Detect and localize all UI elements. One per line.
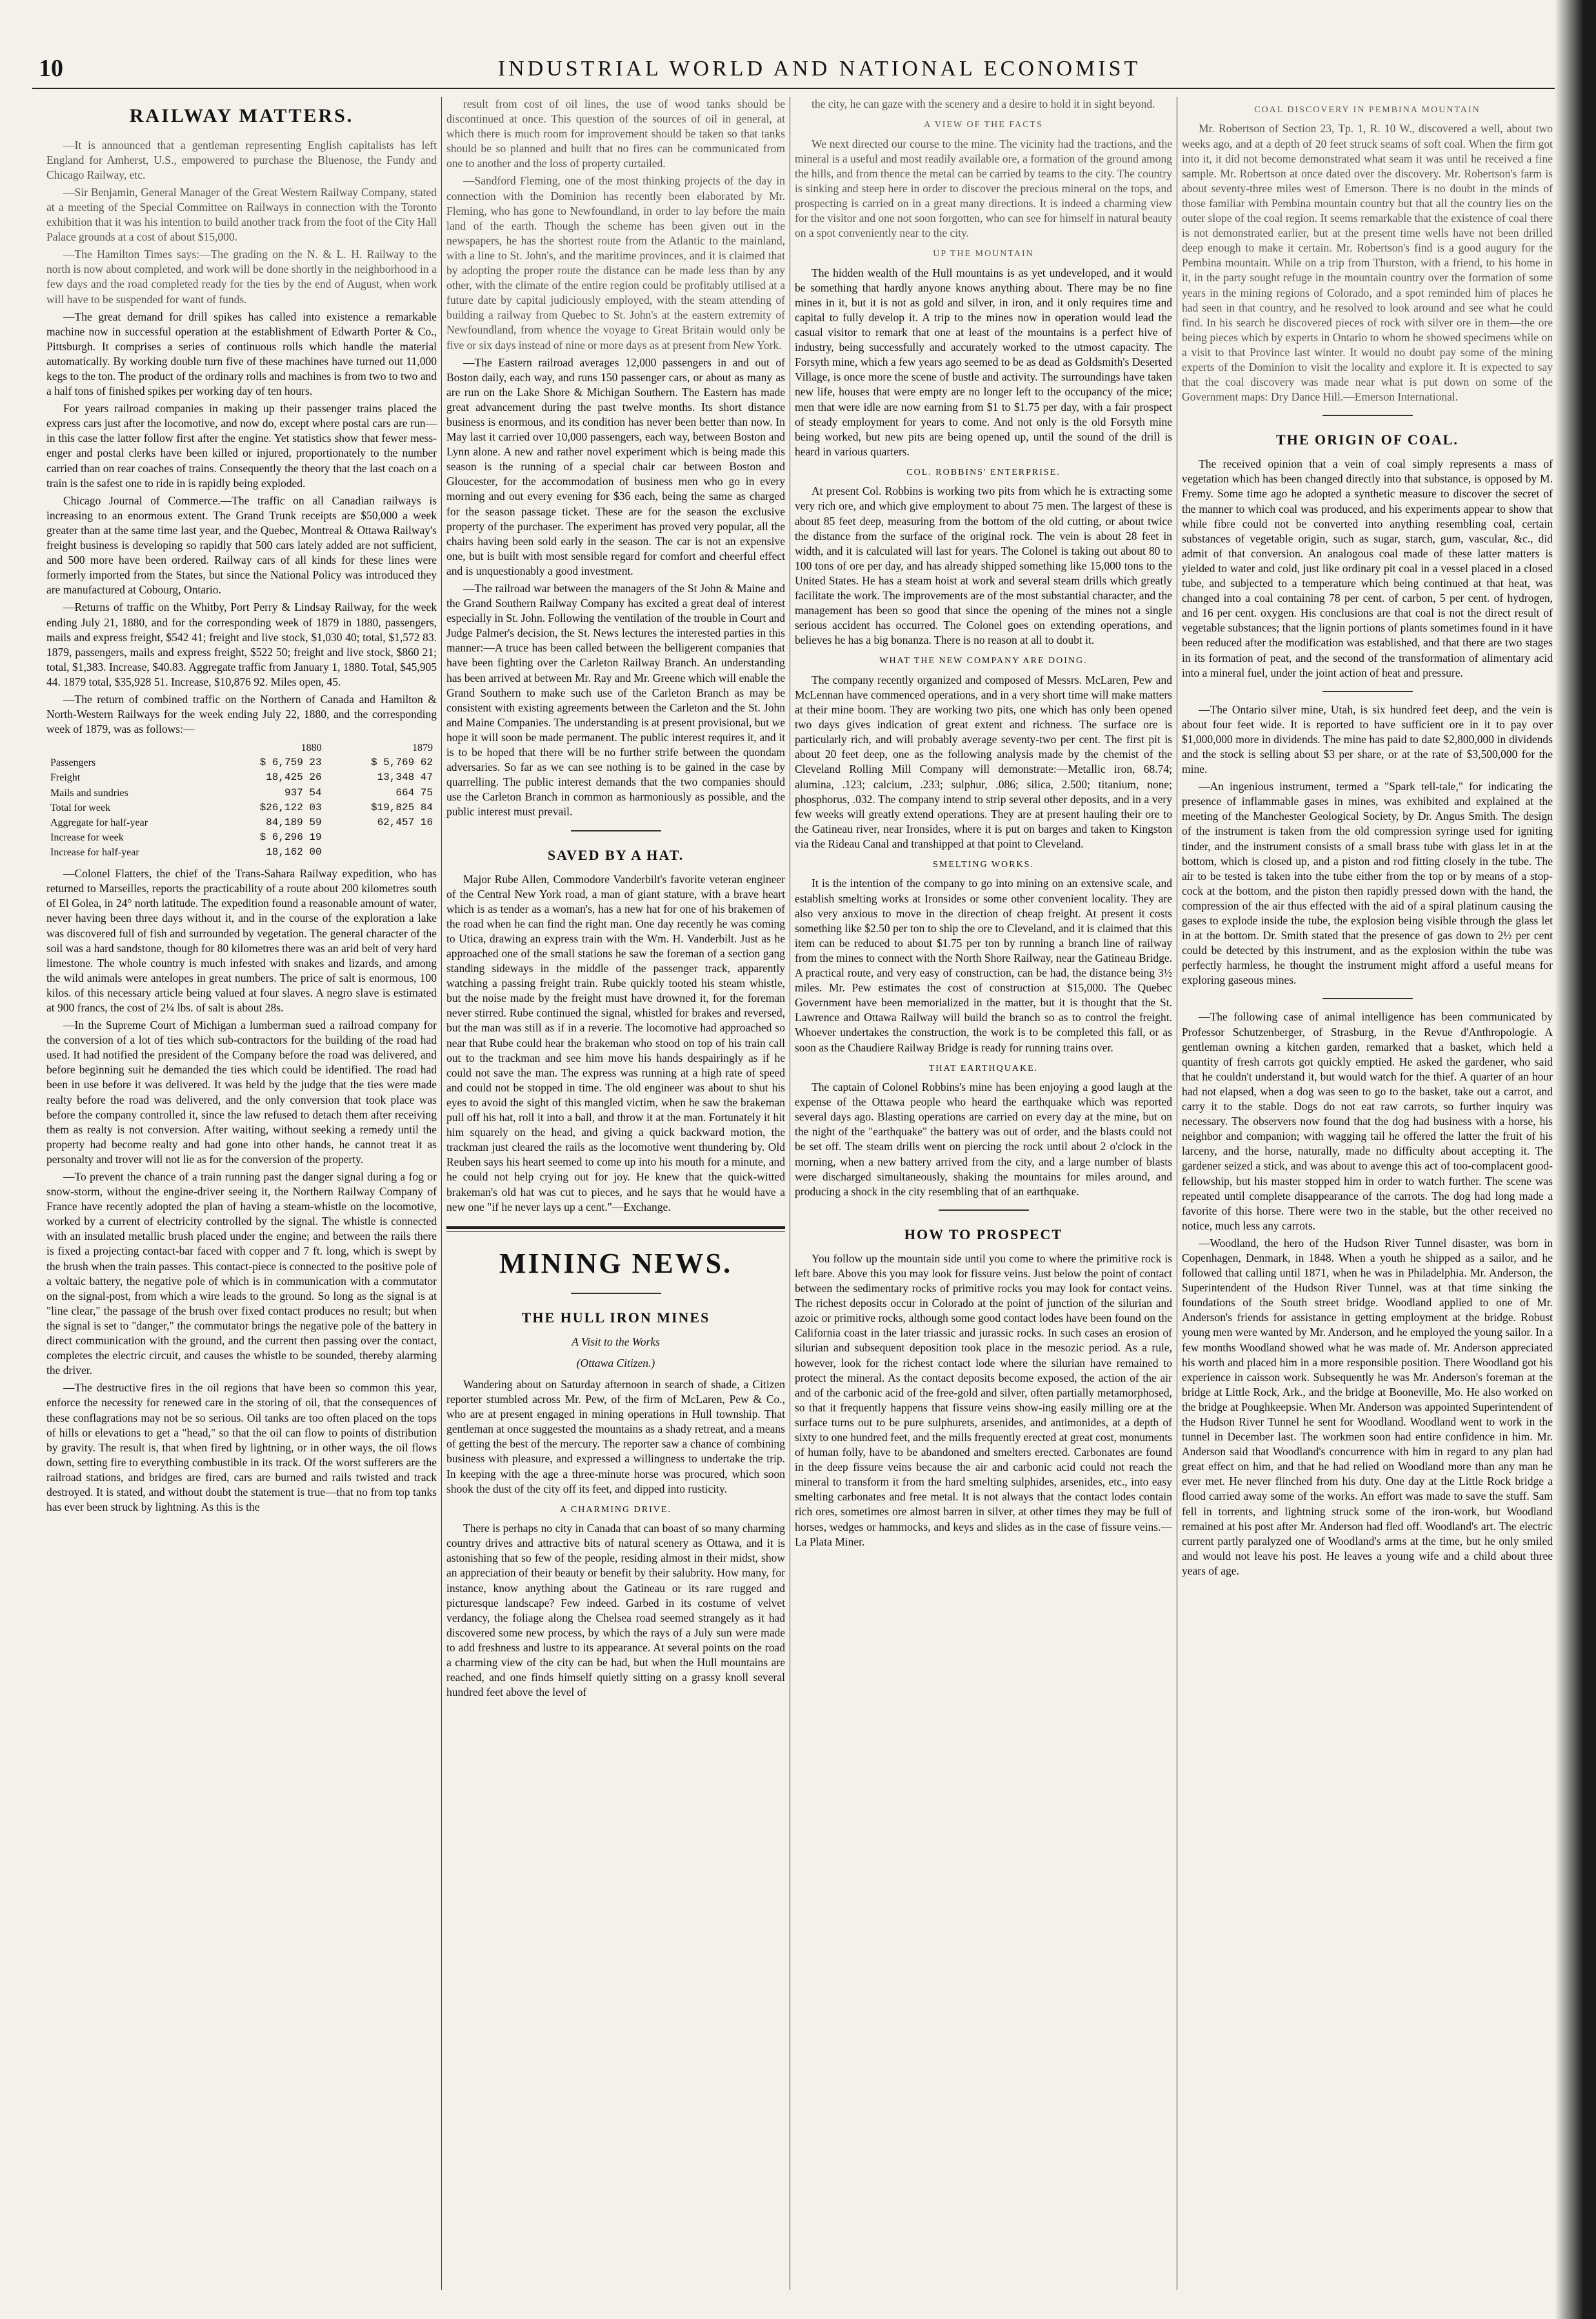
article-paragraph: —The Ontario silver mine, Utah, is six hundred feet deep, and the vein is about four feet wide. It is reported to have sufficient ore in it to pay over $1,000,000 more in dividends. The mine has paid to date $2,800,000 in dividends and the stock is selling about $3 per share, or at the rate of $3,500,000 for the mine. (1182, 702, 1553, 776)
table-row (46, 786, 437, 801)
table-row (46, 830, 437, 845)
cell-value: 18,162 00 (266, 846, 322, 859)
section-rule-thick (446, 1226, 785, 1229)
subsection-heading: SMELTING WORKS. (933, 860, 1034, 870)
section-rule (1322, 691, 1413, 692)
article-paragraph: There is perhaps no city in Canada that can boast of so many charming country drives and attractive bits of natural scenery as Ottawa, and it is astonishing that so few of the people, residing almost in their midst, show an appreciation of their beauty or benefit by their salubrity. How many, for instance, know anything about the Gatineau or its rare rugged and picturesque landscape? Few indeed. Garbed in its costume of velvet verdancy, the foliage along the Chelsea road seemed strangely as it had discovered some new process, by which the rays of a July sun were made to add freshness and lustre to its appearance. At several points on the road a charming view of the city can be had, but when the Hull mountains are reached, and one finds himself quietly sitting on a grassy knoll several hundred feet above the level of (446, 1522, 785, 1699)
origin-of-coal-heading: THE ORIGIN OF COAL. (1276, 432, 1459, 448)
source-credit: (Ottawa Citizen.) (576, 1356, 655, 1369)
section-rule (571, 1293, 661, 1294)
article-paragraph: —The great demand for drill spikes has called into existence a remarkable machine now in successful operation at the establishment of Edwarth Porter & Co., Pittsburgh. It comprises a series of continuous rolls which handle the material automatically. By working double turn five of these machines have turned out 11,000 kegs to the ton. The product of the ordinary rolls and machines is from two to two and a half tons of finished spikes per working day of ten hours. (46, 310, 437, 398)
article-paragraph: —The following case of animal intelligence has been communicated by Professor Schutzenberger, of Strasburg, in the Revue d'Anthropologie. A gentleman owning a kitchen garden, remarked that a basket, which held a quantity of fresh carrots got quickly emptied. He asked the gardener, who said that he couldn't understand it, but would watch for the thief. A quarter of an hour had not elapsed, when a dog was seen to go to the basket, take out a carrot, and carry it to the stable. Dogs do not eat raw carrots, so further inquiry was necessary. The observers now found that the dog had business with a horse, his neighbor and companion; with wagging tail he offered the latter the fruit of his larceny, and the horse, naturally, made no difficulty about accepting it. The gardener seized a stick, and was about to avenge this act of too-complacent good-fellowship, but his master stopped him in order to watch further. The scene was repeated until complete disappearance of the carrots. The dog had long made a favorite of this horse. There were two in the stable, but the other received no notice, much less any carrots. (1182, 1010, 1553, 1232)
table-row (46, 770, 437, 785)
article-paragraph: For years railroad companies in making up their passenger trains placed the express cars just after the locomotive, and now do, except where postal cars are run—in this case the latter follow first after the engine. Yet statistics show that fewer mess-enger and postal clerks have been killed or injured, proportionately to the number carried than on rear coaches of trains. Consequently the theory that the last coach on a train is the safest one to ride in is rapidly being exploded. (46, 402, 437, 490)
article-paragraph: —It is announced that a gentleman representing English capitalists has left England for Amherst, U.S., empowered to purchase the Bluenose, the Fundy and Chicago Railway, etc. (46, 138, 437, 181)
page-number: 10 (39, 55, 63, 82)
header-rule (32, 88, 1555, 89)
year-header: 1879 (412, 742, 433, 754)
article-paragraph: Mr. Robertson of Section 23, Tp. 1, R. 10 W., discovered a well, about two weeks ago, and at a depth of 20 feet struck seams of soft coal. When the firm got into it, it did not become demonstrated what seam it was until he received a fine sample. Mr. Robertson at once dated over the discovery. Mr. Robertson's farm is about seventy-three miles west of Emerson. There is no doubt in the minds of those familiar with Pembina mountain country but that all the country lies on the outer slope of the coal region. It seems remarkable that the existence of coal there is not demonstrated earlier, but at the present time wells have not been drilled deep enough to make it certain. Mr. Robertson's find is a good augury for the Pembina mountain. While on a trip from Thurston, with a friend, to his home in it, in the party sought refuge in the mountain country over the formation of some years in the mining regions of Colorado, and a spot reminded him of places he had seen in that country, and he resolved to look around and see what he could find. In his search he discovered pieces of rock with silver ore in them—the ore being pieces which by experts in Ontario to whom he showed specimens while on a visit to that Province last winter. It would no doubt pay some of the mining experts of the Dominion to visit the locality and explore it. It is expected to say that the coal discovery was made near what is put down on some of the Government maps: Dry Dance Hill.—Emerson International. (1182, 122, 1553, 404)
cell-value: $26,122 03 (259, 801, 322, 813)
column-4 (1182, 97, 1553, 2303)
section-rule (939, 1209, 1029, 1211)
cell-value: $ 6,759 23 (259, 757, 322, 769)
article-paragraph: Chicago Journal of Commerce.—The traffic on all Canadian railways is increasing to an enormous extent. The Grand Trunk receipts are $50,000 a week greater than at the same time last year, and the Quebec, Montreal & Ottawa Railway's freight business is developing so rapidly that 500 cars lately added are not sufficient, and 500 more have been ordered. Railway cars of all kinds for these lines were formerly imported from the States, but since the National Policy was introduced they are manufactured at Cobourg, Ontario. (46, 493, 437, 597)
article-paragraph: —Woodland, the hero of the Hudson River Tunnel disaster, was born in Copenhagen, Denmark, in 1848. When a youth he shipped as a sailor, and he followed that calling until 1871, when he was in Philadelphia. Mr. Anderson, the Superintendent of the Hudson River Tunnel, was at that time sinking the foundations of the South street bridge. Woodland applied to one of Mr. Anderson's friends for assistance in getting employment at the bridge. Robust young men were wanted by Mr. Anderson, and he employed the young sailor. In a few months Woodland showed what he was made of. Mr. Anderson appreciated his worth and placed him in a more responsible position. There Woodland got his experience in caisson work. Subsequently he was Mr. Anderson's foreman at the bridge at Little Rock, Ark., and the bridge at Booneville, Mo. He also worked on the bridge at Poughkeepsie. When Mr. Anderson was appointed Superintendent of the Hudson River Tunnel he sent for Woodland. Woodland went to work in the tunnel in December last. The workmen soon had entire confidence in him. Mr. Anderson said that Woodland's concurrence with him in regard to any plan had great effect on him, and that he had relied on Woodland more than any man he ever met. He never flinched from his duty. One day at the Little Rock bridge a flood carried away some of the works. An effort was made to save the stuff. Sam fell in torrents, and lightning struck some of the iron-work, but Woodland remained at his post after Mr. Anderson had fled off. Woodland's art. The electric current partly paralyzed one of Woodland's arms at the time, but he only smiled and would not leave his post. He leaves a young wife and a child about three years of age. (1182, 1236, 1553, 1577)
article-paragraph: —The Eastern railroad averages 12,000 passengers in and out of Boston daily, each way, and runs 150 passenger cars, or about as many as are run on the Lake Shore & Michigan Southern. The Eastern has made great advancement during the past twelve months. Its short distance business is enormous, and its condition has never been better than now. In May last it carried over 10,000 passengers, each way, between Boston and Lynn alone. A new and rather novel experiment which is being made this season is the running of a special chair car between Boston and Gloucester, for the accommodation of business men who go in every morning and out every evening for $36 each, being the same as charged for the season passage ticket. These are for the season the exclusive property of the purchaser. The experiment has proved very popular, all the chairs having been sold early in the season. The car is not an expensive one, but is built with most sensible regard for comfort and cheerful effect and is unquestionably a good investment. (446, 355, 785, 577)
section-rule (1322, 998, 1413, 999)
column-3 (795, 97, 1172, 2303)
subsection-heading: THAT EARTHQUAKE. (928, 1063, 1039, 1073)
subheading: A Visit to the Works (572, 1335, 660, 1348)
subsection-heading: UP THE MOUNTAIN (933, 249, 1034, 259)
column-divider (441, 97, 442, 2290)
article-paragraph: —An ingenious instrument, termed a "Spark tell-tale," for indicating the presence of inflammable gases in mines, was exhibited and explained at the meeting of the Manchester Geological Society, by Dr. Angus Smith. The design of the instrument is taken from the old compression syringe used for igniting tinder, and the instrument consists of a small brass tube with glass let in at the bottom, which is closed up, and a piston and rod fitting closely in the tube. The air to be tested is taken into the tube either from the top or by means of a stop-cock at the bottom, and the piston then rapidly pressed down with the hand, the compression of the air thus effected with the aid of a spiral platinum causing the gases to explode inside the tube, the explosion being visible through the glass let in at the bottom. Dr. Smith stated that the presence of gas down to 2½ per cent could be detected by this instrument, and as the explosion within the tube was perfectly harmless, he thought the instrument might afford a useful means for exploring gaseous mines. (1182, 780, 1553, 987)
cell-value: 62,457 16 (377, 816, 433, 828)
article-paragraph: At present Col. Robbins is working two pits from which he is extracting some very rich ore, and which give employment to about 75 men. The largest of these is about 85 feet deep, measuring from the bottom of the old cutting, or about twice the distance from the surface of the original rock. The vein is about 28 feet in width, and it is calculated will last for years. The Colonel is taking out about 80 to 100 tons of ore per day, and has already shipped something like 15,000 tons to the United States. He has a steam hoist at work and several steam drills which greatly facilitate the work. The improvements are of the most substantial character, and the management has been so good that since the opening of the mines not a single serious accident has occurred. The Colonel goes on extending operations, and believes he has a big bonanza. There is no reason at all to doubt it. (795, 484, 1172, 647)
railway-matters-heading: RAILWAY MATTERS. (129, 105, 354, 126)
article-paragraph: We next directed our course to the mine. The vicinity had the tractions, and the mineral is a useful and most readily available ore, a formation of the ground among the hills, and from thence the metal can be carried by teams to the city. The country is sinking and steep here in order to discover the precious mineral on the tops, and prospecting is carried on in a great many directions. It is indeed a charming view for the visitor and one not soon forgotten, who can see for himself in natural beauty on a spot conveniently near to the city. (795, 137, 1172, 240)
article-paragraph: —To prevent the chance of a train running past the danger signal during a fog or snow-storm, without the engine-driver seeing it, the Northern Railway Company of France have recently adopted the plan of having a steam-whistle on the locomotive, worked by a current of electricity controlled by the signal. The whistle is connected with an insulated metallic brush placed under the engine; and between the rails there is fixed a projecting contact-bar faced with copper and 7 ft. long, which is swept by the brush when the train passes. This contact-piece is connected to the positive pole of a voltaic battery, the negative pole of which is in communication with a commutator on the signal-post, from which a wire leads to the ground. So long as the signal is at "line clear," the passage of the brush over fixed contact produces no result; but when the signal is set to "danger," the commutator brings the negative pole of the battery in direct communication with the ground, and the current then passing over the contact, completes the electric circuit, and causes the whistle to be sounded, thereby alarming the driver. (46, 1170, 437, 1377)
subsection-heading: COL. ROBBINS' ENTERPRISE. (906, 467, 1061, 477)
table-header-row (46, 741, 437, 755)
row-label: Freight (50, 772, 81, 784)
article-paragraph: —Returns of traffic on the Whitby, Port Perry & Lindsay Railway, for the week ending July 21, 1880, and for the corresponding week of 1879 in 1880, passengers, mails and express freight, $542 41; freight and live stock, $1,030 40; total, $1,572 83. 1879, passengers, mails and express freight, $522 50; freight and live stock, $860 21; total, $1,383. Increase, $40.83. Aggregate traffic from January 1, 1880. Total, $45,905 44. 1879 total, $35,928 51. Increase, $10,876 92. Miles open, 45. (46, 601, 437, 688)
cell-value: $ 5,769 62 (370, 757, 433, 769)
article-paragraph: —Colonel Flatters, the chief of the Trans-Sahara Railway expedition, who has returned to Marseilles, reports the practicability of a route about 200 kilometres south of El Golea, in 24° north latitude. The expedition found a reasonable amount of water, never having been three days without it, and in the course of the exploration a lake was discovered full of fish and surrounded by vegetation. The general character of the soil was a hard sandstone, though for 80 kilometres there was an arid belt of very hard limestone. The whole country is much infested with snakes and lizards, and among the wild animals were antelopes in great numbers. The price of salt is enormous, 100 kilos. of this necessary article being valued at four slaves. A negro slave is estimated at 900 francs, the cost of 2¼ lbs. of salt is about 28s. (46, 867, 437, 1014)
cell-value: 84,189 59 (266, 816, 322, 828)
how-to-prospect-heading: HOW TO PROSPECT (904, 1226, 1063, 1242)
table-row (46, 755, 437, 770)
cell-value: $ 6,296 19 (259, 831, 322, 843)
cell-value: 664 75 (395, 786, 433, 799)
article-paragraph: —In the Supreme Court of Michigan a lumberman sued a railroad company for the conversion of a lot of ties which sub-contractors for the building of the road had used. It had notified the president of the Company before the road was delivered, and before beginning suit he demanded the ties which could be identified. The road had been in use before it was delivered. It was held by the judge that the ties were made realty before the road was delivered, and the only conversion that took place was before the company controlled it, since the law refused to detach them after receiving them as realty is not conversion. After waiting, without seeking a remedy until the property had become realty and had gone into other hands, he cannot treat it as personalty and trover will not lie as for the conversion of the property. (46, 1019, 437, 1166)
article-paragraph: The company recently organized and composed of Messrs. McLaren, Pew and McLennan have commenced operations, and in a very short time will make matters at their mine boom. They are working two pits, one which has only been opened two days gives indication of great extent and richness. The surface ore is particularly rich, and will probably average seventy-two per cent. The first pit is about 20 feet deep, one as the following analysis made by the chemist of the Cleveland Rolling Mill Company will demonstrate:—Metallic iron, 68.74; alumina, .123; calcium, .233; sulphur, .086; silica, 2.500; titanium, none; phosphorus, .032. The company intend to strip several other deposits, and in a very few weeks will greatly extend operations. They are at present hauling their ore to the Gatineau river, near Ironsides, where it is put on barges and taken to Kingston via the Rideau Canal and transhipped at that point to Cleveland. (795, 673, 1172, 850)
hull-iron-mines-heading: THE HULL IRON MINES (521, 1309, 710, 1326)
article-paragraph: —The Hamilton Times says:—The grading on the N. & L. H. Railway to the north is now about completed, and work will be done shortly in the neighborhood in a few days and the road completed ready for the ties by the end of August, when work will have to be suspended for want of funds. (46, 248, 437, 306)
section-rule-thin (446, 1231, 785, 1232)
scan-edge-shadow (1555, 0, 1596, 2319)
article-paragraph: The captain of Colonel Robbins's mine has been enjoying a good laugh at the expense of the Ottawa people who heard the earthquake which was reported several days ago. Blasting operations are carried on every day at the mine, but on the night of the "earthquake" the battery was out of order, and the blasts could not be set off. The steam drills went on piercing the rock until about 2 o'clock in the morning, when a new battery arrived from the city, and a large number of blasts were discharged simultaneously, shaking the mountains for miles around, and producing a shock in the city resembling that of an earthquake. (795, 1080, 1172, 1198)
article-paragraph: —The destructive fires in the oil regions that have been so common this year, enforce the necessity for renewed care in the storing of oil, that the consequences of these conflagrations may not be so serious. Oil tanks are too often placed on the tops of hills or elevations to get a "head," so that the oil can flow to points of distribution by gravity. The result is, that when fired by lightning, or in other ways, the oil flows down, setting fire to everything combustible in its track. Of the worst sufferers are the railroad stations, and bridges are fired, cars are burned and rails twisted and track destroyed. It is stated, and without doubt the statement is true—that no from top tanks has ever been struck by lightning. As this is the (46, 1381, 437, 1514)
subsection-heading: WHAT THE NEW COMPANY ARE DOING. (879, 656, 1088, 666)
article-paragraph: It is the intention of the company to go into mining on an extensive scale, and establish smelting works at Ironsides or some other convenient locality. They are also very anxious to move in the direction of cheap freight. At present it costs something like $2.50 per ton to ship the ore to Cleveland, and it is claimed that this item can be reduced to about $1.75 per ton by running a branch line of railway from the mines to connect with the North Shore Railway, near the Gatineau Bridge. A practical route, and very easy of construction, can be had, the distance being 3½ miles. Mr. Pew estimates the cost of construction at $15,000. The Quebec Government have been memorialized in the matter, but it is thought that the St. Lawrence and Ottawa Railway will build the branch so as to control the freight. Whoever undertakes the construction, the work is to be completed this fall, or as soon as the Chaudiere Railway Bridge is ready for running trains over. (795, 877, 1172, 1054)
table-row (46, 845, 437, 860)
article-paragraph: Major Rube Allen, Commodore Vanderbilt's favorite veteran engineer of the Central New York road, a man of giant stature, with a brave heart which is as tender as a woman's, has a new hat for one of his brakemen of the road when he can find the right man. One day recently he was coming to Utica, drawing an express train with the Wm. H. Vanderbilt. Just as he approached one of the small stations he saw the foreman of a section gang standing sideways in the middle of the passenger track, apparently watching a passing freight train. Rube quickly tooted his steam whistle, but the noise made by the freight must have drowned it, for the foreman never stirred. Rube continued the signal, whistled for brakes and reversed, but the man was still as if in a reverie. The locomotive had approached so near that Rube could hear the brakeman who stood on top of his train call out to the trackman and see him move his hands despairingly as if he could not save the man. The express was running at a high rate of speed and could not be stopped in time. The old engineer was about to shut his eyes to avoid the sight of this mangled victim, when he saw the brakeman pull off his hat, roll it into a ball, and throw it at the man. Fortunately it hit him squarely on the head, and giving a quick backward motion, the trackman just cleared the rails as the locomotive went thundering by. Old Reuben says his heart seemed to come up into his mouth for a minute, and he could not help crying out for joy. He knew that the quick-witted brakeman's old hat was cut to pieces, and he says that he would have a new one "if he never lays up a cent."—Exchange. (446, 872, 785, 1213)
section-rule (571, 830, 661, 831)
article-paragraph: —The return of combined traffic on the Northern of Canada and Hamilton & North-Western Railways for the week ending July 22, 1880, and the corresponding week of 1879, was as follows:— (46, 692, 437, 736)
traffic-returns-table (46, 741, 437, 860)
row-label: Aggregate for half-year (50, 817, 148, 828)
article-paragraph: —The railroad war between the managers of the St John & Maine and the Grand Southern Railway Company has excited a great deal of interest especially in St. John. Following the ventilation of the trouble in Court and Judge Palmer's decision, the St. News lectures the interested parties in this manner:—A truce has been called between the belligerent companies that have been fighting over the Carleton Railway Branch. An understanding has been arrived at between Mr. Ray and Mr. Greene which will enable the Grand Southern to make such use of the Carleton Branch as may be consistent with existing agreements between the Carleton and the St. John and Maine Companies. The understanding is at present provisional, but we hope it will soon be made permanent. The public interest requires it, and it is to be hoped that there will be no further strife between the quondam adversaries. So far as we can see nothing is to be gained in the case by quarrelling. The public interest demands that the two companies should use the Carleton Branch in common as harmoniously as possible, and the public interest must prevail. (446, 582, 785, 819)
column-2 (446, 97, 785, 2303)
row-label: Passengers (50, 757, 96, 769)
row-label: Total for week (50, 802, 111, 813)
cell-value: 13,348 47 (377, 771, 433, 784)
row-label: Mails and sundries (50, 787, 128, 799)
article-paragraph: —Sir Benjamin, General Manager of the Great Western Railway Company, stated at a meeting of the Special Committee on Railways in connection with the Toronto exhibition that it was his intention to build another track from the foot of the City Hall Palace grounds at a cost of about $15,000. (46, 185, 437, 244)
section-rule (1322, 415, 1413, 416)
year-header: 1880 (301, 742, 322, 754)
mining-news-heading: MINING NEWS. (499, 1247, 733, 1279)
cell-value: 18,425 26 (266, 771, 322, 784)
subsection-heading: A VIEW OF THE FACTS (924, 120, 1043, 130)
article-paragraph: —Sandford Fleming, one of the most thinking projects of the day in connection with the Dominion has recently been elaborated by Mr. Fleming, who has gone to Newfoundland, in order to lay before the main land of the earth. Though the scheme has been given out in the newspapers, he has the shortest route from the Atlantic to the mainland, with a line to St. John's, and the maritime provinces, and it is claimed that by adopting the proper route the distance can be made less than by any other, with the climate of the entire region could be profitably utilised at a future date by capital judiciously employed, with the steam attending of building a railway from Quebec to St. John's at the eastern extremity of Newfoundland, from whence the voyage to Great Britain would only be five or six days instead of nine or more days as at present from New York. (446, 174, 785, 352)
article-paragraph: You follow up the mountain side until you come to where the primitive rock is left bare. Above this you may look for fissure veins. Just below the point of contact between the sedimentary rocks of primitive rocks you may look for contact veins. The richest deposits occur in Colorado at the point of junction of the silurian and azoic or primitive rocks, although some good contact lodes have been found on the California coast in the later triassic and jurassic rocks. In such cases an erosion of silurian and subsequent deposition took place in the mesozic period. As a rule, however, look for the richest contact lode where the silurian have remained to protect the mineral. As the contact deposits become exposed, the action of the air and of the carbonic acid of the free-gold and silver, often partially metamorphosed, so that it frequently happens that fissure veins show-ing easily milling ore at the surface turns out to be pure sulphurets, arsenides, and antimonides, at a depth of sixty to one hundred feet, and the mills frequently erected at great cost, monuments of human folly, have to be abandoned and smelters erected. Carbonates are found in the deep fissure veins because the air and carbonic acid could not reach the mineral to transform it from the hard smelting sulphides, arsenides, etc., into easy smelting carbonates and free metal. It is not always that the contact lodes contain rich ores, sometimes ore almost barren in silver, at other times they may be full of horses, wedges or hammocks, and keys and slides as in the case of fissure veins.—La Plata Miner. (795, 1251, 1172, 1548)
subsection-heading: A CHARMING DRIVE. (560, 1504, 672, 1515)
article-paragraph: result from cost of oil lines, the use of wood tanks should be discontinued at once. This question of the sources of oil in general, at which there is much room for improvement should be taken so that tanks should be so planned and built that no fires can be communicated from one to another and the loss of property curtailed. (446, 97, 785, 170)
row-label: Increase for week (50, 831, 124, 843)
cell-value: 937 54 (284, 786, 322, 799)
column-1 (46, 97, 437, 2303)
article-paragraph: The hidden wealth of the Hull mountains is as yet undeveloped, and it would be something that hardly anyone knows anything about. There may be no fine mines in it, but it is not as gold and silver, in iron, and it only requires time and capital to fully develop it. A trip to the mines now in operation would lead the casual visitor to remark that one at least of the mountains is a perfect hive of industry, being successfully and accurately worked to the utmost capacity. The Forsyth mine, which a few years ago seemed to be as dead as Goldsmith's Deserted Village, is once more the scene of bustle and activity. The surroundings have taken new life, houses that were empty are no longer left to the occupancy of the mice; men that were idle are now earning from $1 to $1.75 per day, with a fair prospect of steady employment for years to come. And not only is the old Forsyth mine being worked, but new pits are being opened up, until the sound of the drill is heard in various quarters. (795, 266, 1172, 458)
row-label: Increase for half-year (50, 847, 139, 859)
coal-discovery-heading: COAL DISCOVERY IN PEMBINA MOUNTAIN (1254, 105, 1481, 115)
article-paragraph: Wandering about on Saturday afternoon in search of shade, a Citizen reporter stumbled across Mr. Pew, of the firm of McLaren, Pew & Co., who are at present engaged in mining operations in Hull township. That gentleman at once suggested the mountains as a shady retreat, and a means of getting the best of the mercury. The reporter saw a chance of combining business with pleasure, and expressed a willingness to undertake the trip. In keeping with the age a three-minute horse was procured, which soon shook the dust of the city off its feet, and dipped into rusticity. (446, 1377, 785, 1495)
saved-by-a-hat-heading: SAVED BY A HAT. (547, 846, 684, 863)
article-paragraph: the city, he can gaze with the scenery and a desire to hold it in sight beyond. (812, 97, 1155, 110)
masthead-title: INDUSTRIAL WORLD AND NATIONAL ECONOMIST (497, 57, 1141, 81)
table-row (46, 815, 437, 830)
table-row (46, 801, 437, 815)
page-header (39, 14, 1548, 92)
article-paragraph: The received opinion that a vein of coal simply represents a mass of vegetation which has been changed directly into that substance, is opposed by M. Fremy. Some time ago he adopted a synthetic measure to discover the secret of the manner to which coal was produced, and his experiments appear to show that while fibre could not be converted into anything resembling coal, certain substances of vegetable origin, such as sugar, starch, gum, vascular, &c., did admit of that conversion. An analogous coal made of these latter matters is yielded to water and cold, just like ordinary pit coal in a vessel placed in a closed tube, and subjected to a temperature which being continued at that heat, was changed into a coal containing 78 per cent. of carbon, 5 per cent. of hydrogen, and 16 per cent. oxygen. His conclusions are that coal is not the direct result of vegetable substances; that the lignin portions of plants sometimes found in it have been reduced after the modification was established, and that there are two stages in its formation of peat, and the second of the transformation of alimentary acid into a mineral fuel, under the joint action of heat and pressure. (1182, 457, 1553, 679)
cell-value: $19,825 84 (370, 801, 433, 813)
